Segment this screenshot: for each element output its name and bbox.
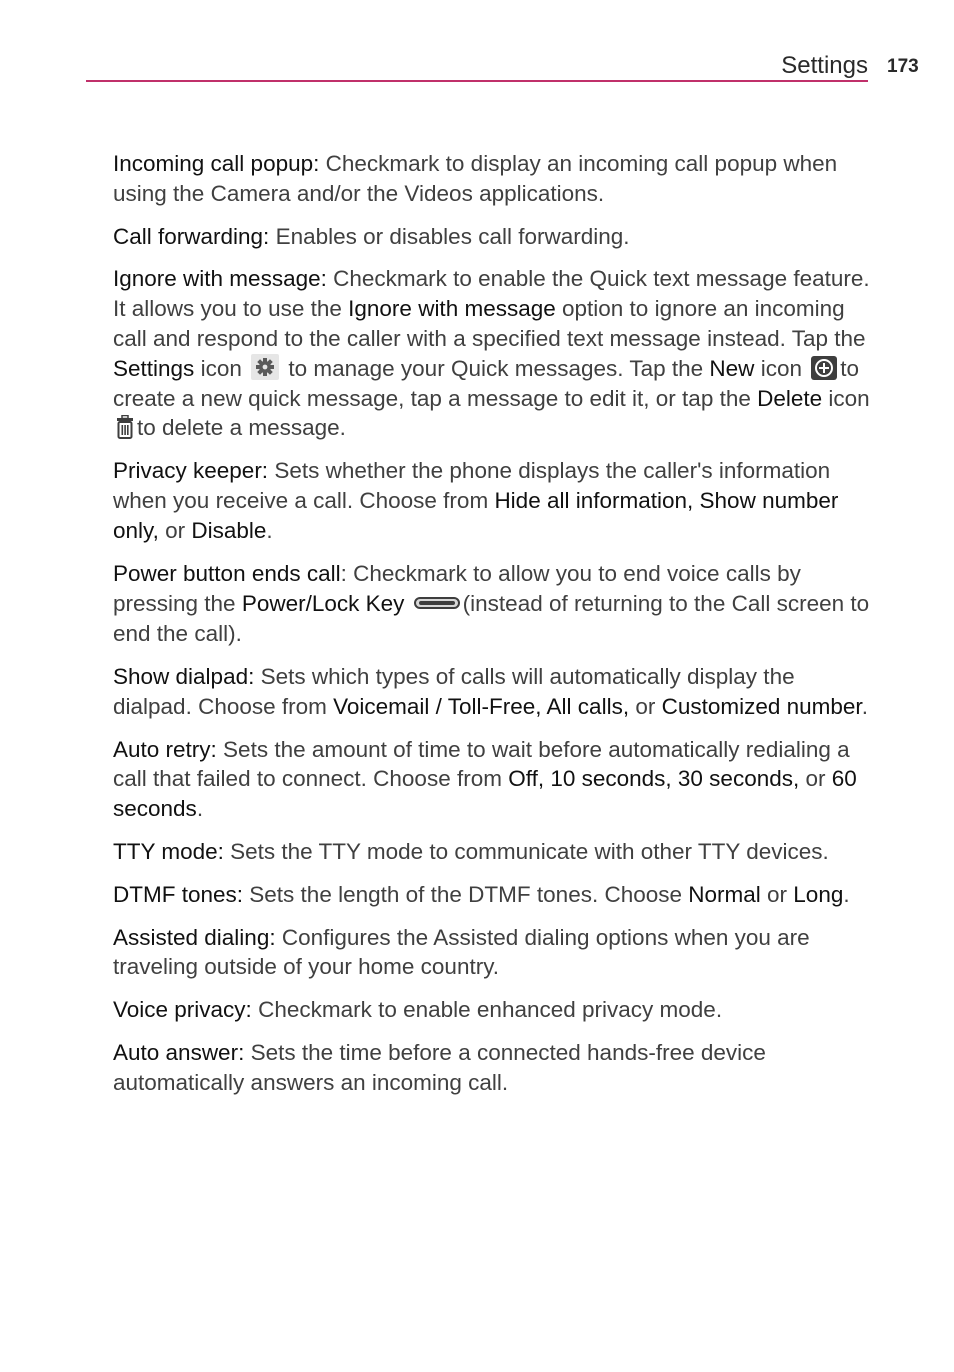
option-name: Off, 10 seconds, 30 seconds,	[508, 766, 800, 792]
description-part: : Checkmark to allow you to end voice calls by pressing the	[113, 560, 801, 617]
entry-tty-mode	[113, 837, 873, 867]
option-name: Disable	[191, 517, 267, 543]
description: Sets the time before a connected hands-free device automatically answers an incoming call.	[113, 1039, 766, 1095]
description-part: or	[760, 881, 794, 907]
description-part: to create a new quick message, tap a message to edit it, or tap the	[113, 355, 859, 411]
option-name: Delete	[757, 385, 823, 411]
description: Configures the Assisted dialing options when you are traveling outside of your home country.	[113, 924, 810, 980]
description: Sets the TTY mode to communicate with other TTY devices.	[223, 838, 829, 864]
description-part: or	[158, 517, 192, 543]
option-name: Customized number	[661, 693, 862, 719]
option-name: Ignore with message	[348, 296, 556, 322]
term-label: Auto retry:	[113, 736, 217, 762]
delete-trash-icon	[116, 415, 134, 439]
option-name: Normal	[688, 881, 761, 907]
entry-voice-privacy	[113, 995, 873, 1025]
option-name: Voicemail / Toll-Free, All calls,	[333, 693, 630, 719]
term-label: Voice privacy:	[113, 997, 252, 1023]
header-divider	[86, 80, 868, 82]
settings-gear-icon	[251, 354, 279, 380]
entry-auto-retry	[113, 735, 873, 824]
term-label: DTMF tones:	[113, 881, 244, 907]
option-name: 60 seconds	[113, 766, 857, 822]
term-label: Show dialpad:	[113, 663, 255, 689]
power-lock-key-icon	[414, 588, 460, 602]
term-label: Auto answer:	[113, 1039, 245, 1065]
entry-call-forwarding	[113, 222, 873, 252]
settings-descriptions	[113, 149, 873, 1111]
description-part: .	[266, 517, 273, 543]
section-title: Settings	[781, 52, 868, 79]
description-part: .	[861, 693, 868, 719]
description: Checkmark to enable enhanced privacy mode.	[251, 997, 723, 1023]
description-part: option to ignore an incoming call and respond to the caller with a specified text message instead. Tap the	[113, 296, 866, 351]
description-part: Sets the amount of time to wait before automatically redialing a call that failed to connect. Choose from	[113, 736, 850, 792]
option-name: Long	[793, 881, 844, 907]
term-label: Call forwarding:	[113, 223, 270, 249]
entry-auto-answer	[113, 1038, 873, 1098]
description-part: or	[629, 693, 662, 719]
description-part: .	[196, 796, 204, 822]
entry-show-dialpad	[113, 662, 873, 722]
new-plus-icon	[811, 356, 837, 380]
term-label: Incoming call popup:	[113, 151, 320, 176]
description-part: Sets which types of calls will automatically display the dialpad. Choose from	[113, 663, 795, 719]
description-part: to manage your Quick messages. Tap the	[282, 355, 710, 381]
term-label: Ignore with message:	[113, 266, 327, 292]
description: Checkmark to display an incoming call popup when using the Camera and/or the Videos applications.	[113, 151, 838, 206]
description-part: Sets whether the phone displays the caller's information when you receive a call. Choose from	[113, 458, 831, 513]
term-label: Privacy keeper:	[113, 458, 269, 484]
term-label: Assisted dialing:	[113, 924, 276, 950]
description-part: (instead of returning to the Call screen to end the call).	[113, 591, 870, 647]
entry-power-button-ends-call	[113, 559, 873, 649]
entry-ignore-with-message	[113, 264, 873, 443]
description-part: Sets the length of the DTMF tones. Choose	[243, 881, 689, 907]
option-name: Settings	[113, 355, 195, 381]
description-part: icon	[194, 355, 249, 381]
description-part: icon	[754, 355, 809, 381]
page-number: 173	[887, 56, 919, 77]
option-name: Hide all information, Show number only,	[113, 487, 839, 543]
description-part: or	[799, 766, 832, 792]
entry-dtmf-tones	[113, 880, 873, 910]
entry-assisted-dialing	[113, 923, 873, 983]
description: Enables or disables call forwarding.	[269, 223, 630, 249]
description-part: icon	[822, 385, 870, 411]
term-label: TTY mode:	[113, 838, 224, 864]
term-label: Power button ends call	[113, 560, 341, 586]
description-part: to delete a message.	[137, 415, 346, 441]
entry-privacy-keeper	[113, 456, 873, 545]
description-part: .	[843, 881, 850, 907]
option-name: Power/Lock Key	[241, 591, 405, 617]
entry-incoming-call-popup	[113, 149, 873, 209]
description-part	[404, 591, 410, 616]
option-name: New	[709, 355, 755, 381]
description-part: Checkmark to enable the Quick text message feature. It allows you to use the	[113, 266, 870, 322]
